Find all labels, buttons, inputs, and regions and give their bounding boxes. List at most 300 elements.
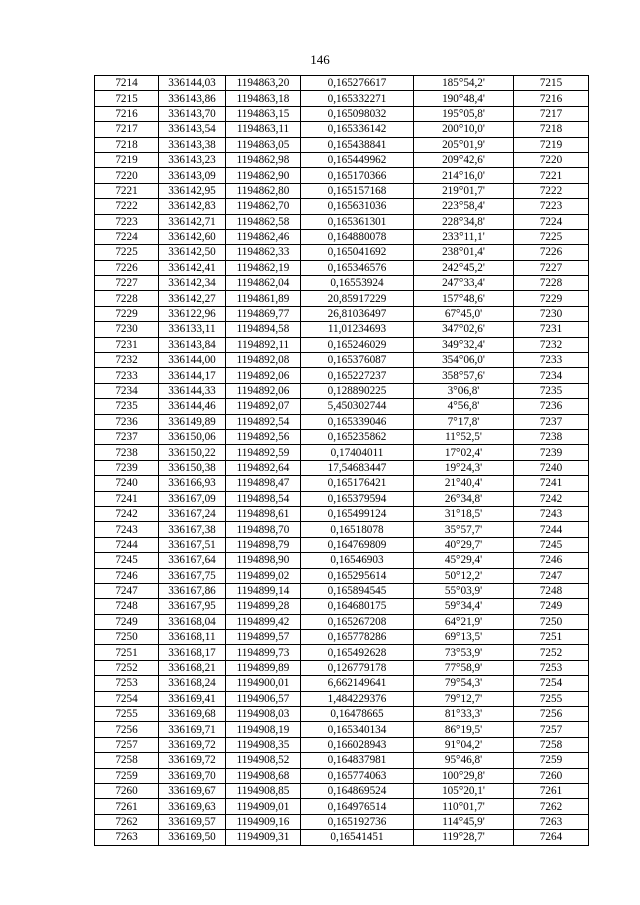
cell-point-number: 7214 [95,76,159,91]
cell-bearing: 354°06,0' [414,353,514,368]
table-row [95,414,589,429]
cell-bearing: 358°57,6' [414,368,514,383]
table-row [95,537,589,552]
cell-bearing: 200°10,0' [414,122,514,137]
cell-next-point-number: 7226 [514,245,589,260]
table-row [95,614,589,629]
cell-y-coordinate: 1194863,05 [226,137,301,152]
cell-bearing: 105°20,1' [414,783,514,798]
cell-next-point-number: 7255 [514,691,589,706]
cell-x-coordinate: 336143,70 [159,106,226,121]
cell-next-point-number: 7250 [514,614,589,629]
cell-y-coordinate: 1194862,33 [226,245,301,260]
cell-y-coordinate: 1194892,56 [226,429,301,444]
table-row [95,660,589,675]
cell-bearing: 17°02,4' [414,445,514,460]
table-row [95,353,589,368]
cell-y-coordinate: 1194862,58 [226,214,301,229]
cell-x-coordinate: 336142,27 [159,291,226,306]
cell-point-number: 7236 [95,414,159,429]
cell-distance: 0,164837981 [301,753,414,768]
cell-distance: 26,81036497 [301,306,414,321]
cell-bearing: 21°40,4' [414,476,514,491]
cell-y-coordinate: 1194862,98 [226,152,301,167]
cell-x-coordinate: 336143,84 [159,337,226,352]
cell-next-point-number: 7243 [514,506,589,521]
cell-x-coordinate: 336168,17 [159,645,226,660]
cell-bearing: 73°53,9' [414,645,514,660]
cell-y-coordinate: 1194862,46 [226,229,301,244]
table-row [95,476,589,491]
table-row [95,707,589,722]
cell-point-number: 7248 [95,599,159,614]
cell-point-number: 7257 [95,737,159,752]
cell-next-point-number: 7233 [514,353,589,368]
cell-x-coordinate: 336167,95 [159,599,226,614]
table-row [95,137,589,152]
cell-next-point-number: 7230 [514,306,589,321]
table-row [95,676,589,691]
cell-x-coordinate: 336143,38 [159,137,226,152]
cell-x-coordinate: 336169,72 [159,753,226,768]
cell-y-coordinate: 1194892,59 [226,445,301,460]
cell-next-point-number: 7262 [514,799,589,814]
cell-next-point-number: 7239 [514,445,589,460]
cell-y-coordinate: 1194862,04 [226,276,301,291]
cell-distance: 5,450302744 [301,399,414,414]
cell-point-number: 7243 [95,522,159,537]
cell-y-coordinate: 1194861,89 [226,291,301,306]
cell-distance: 0,165267208 [301,614,414,629]
cell-point-number: 7249 [95,614,159,629]
cell-y-coordinate: 1194908,19 [226,722,301,737]
cell-y-coordinate: 1194894,58 [226,322,301,337]
cell-x-coordinate: 336169,67 [159,783,226,798]
table-row [95,522,589,537]
cell-next-point-number: 7221 [514,168,589,183]
cell-point-number: 7238 [95,445,159,460]
cell-next-point-number: 7229 [514,291,589,306]
cell-x-coordinate: 336169,72 [159,737,226,752]
table-row [95,553,589,568]
cell-next-point-number: 7228 [514,276,589,291]
cell-bearing: 79°12,7' [414,691,514,706]
cell-next-point-number: 7234 [514,368,589,383]
cell-point-number: 7225 [95,245,159,260]
cell-y-coordinate: 1194908,52 [226,753,301,768]
cell-bearing: 119°28,7' [414,830,514,845]
cell-x-coordinate: 336167,75 [159,568,226,583]
cell-distance: 0,165098032 [301,106,414,121]
cell-x-coordinate: 336122,96 [159,306,226,321]
table-row [95,429,589,444]
table-row [95,276,589,291]
cell-x-coordinate: 336169,50 [159,830,226,845]
cell-x-coordinate: 336143,54 [159,122,226,137]
cell-x-coordinate: 336150,22 [159,445,226,460]
cell-distance: 0,165336142 [301,122,414,137]
cell-distance: 0,165340134 [301,722,414,737]
cell-next-point-number: 7223 [514,199,589,214]
cell-x-coordinate: 336169,71 [159,722,226,737]
cell-y-coordinate: 1194898,61 [226,506,301,521]
cell-distance: 11,01234693 [301,322,414,337]
cell-y-coordinate: 1194869,77 [226,306,301,321]
cell-next-point-number: 7227 [514,260,589,275]
cell-y-coordinate: 1194862,19 [226,260,301,275]
cell-x-coordinate: 336169,70 [159,768,226,783]
cell-y-coordinate: 1194892,08 [226,353,301,368]
table-row [95,722,589,737]
cell-distance: 0,165499124 [301,506,414,521]
cell-y-coordinate: 1194862,70 [226,199,301,214]
table-row [95,245,589,260]
table-row [95,737,589,752]
cell-distance: 0,165246029 [301,337,414,352]
cell-y-coordinate: 1194909,31 [226,830,301,845]
cell-x-coordinate: 336144,17 [159,368,226,383]
cell-next-point-number: 7217 [514,106,589,121]
table-row [95,214,589,229]
cell-point-number: 7256 [95,722,159,737]
cell-x-coordinate: 336150,06 [159,429,226,444]
cell-bearing: 69°13,5' [414,630,514,645]
table-row [95,106,589,121]
cell-distance: 1,484229376 [301,691,414,706]
cell-y-coordinate: 1194899,02 [226,568,301,583]
cell-point-number: 7244 [95,537,159,552]
cell-y-coordinate: 1194863,15 [226,106,301,121]
cell-next-point-number: 7254 [514,676,589,691]
cell-bearing: 45°29,4' [414,553,514,568]
cell-next-point-number: 7249 [514,599,589,614]
cell-y-coordinate: 1194892,06 [226,383,301,398]
cell-x-coordinate: 336167,64 [159,553,226,568]
cell-x-coordinate: 336149,89 [159,414,226,429]
cell-point-number: 7255 [95,707,159,722]
cell-x-coordinate: 336168,04 [159,614,226,629]
cell-next-point-number: 7245 [514,537,589,552]
cell-next-point-number: 7231 [514,322,589,337]
cell-y-coordinate: 1194899,14 [226,583,301,598]
cell-next-point-number: 7240 [514,460,589,475]
cell-next-point-number: 7238 [514,429,589,444]
cell-next-point-number: 7253 [514,660,589,675]
cell-bearing: 190°48,4' [414,91,514,106]
cell-point-number: 7232 [95,353,159,368]
cell-x-coordinate: 336133,11 [159,322,226,337]
table-row [95,630,589,645]
cell-x-coordinate: 336150,38 [159,460,226,475]
table-row [95,753,589,768]
cell-bearing: 247°33,4' [414,276,514,291]
cell-point-number: 7237 [95,429,159,444]
cell-distance: 0,164680175 [301,599,414,614]
table-row [95,168,589,183]
cell-bearing: 185°54,2' [414,76,514,91]
cell-point-number: 7215 [95,91,159,106]
cell-distance: 0,165438841 [301,137,414,152]
table-row [95,491,589,506]
cell-distance: 0,164976514 [301,799,414,814]
table-row [95,76,589,91]
table-row [95,814,589,829]
cell-point-number: 7246 [95,568,159,583]
cell-next-point-number: 7237 [514,414,589,429]
cell-bearing: 26°34,8' [414,491,514,506]
cell-next-point-number: 7251 [514,630,589,645]
cell-x-coordinate: 336143,09 [159,168,226,183]
cell-bearing: 114°45,9' [414,814,514,829]
cell-distance: 0,165276617 [301,76,414,91]
cell-point-number: 7219 [95,152,159,167]
cell-bearing: 3°06,8' [414,383,514,398]
cell-y-coordinate: 1194863,18 [226,91,301,106]
cell-distance: 0,16541451 [301,830,414,845]
cell-y-coordinate: 1194892,54 [226,414,301,429]
cell-y-coordinate: 1194892,64 [226,460,301,475]
cell-point-number: 7242 [95,506,159,521]
cell-distance: 0,166028943 [301,737,414,752]
table-row [95,322,589,337]
cell-next-point-number: 7257 [514,722,589,737]
cell-x-coordinate: 336169,63 [159,799,226,814]
table-row [95,568,589,583]
cell-distance: 0,164869524 [301,783,414,798]
cell-x-coordinate: 336142,95 [159,183,226,198]
cell-next-point-number: 7218 [514,122,589,137]
cell-next-point-number: 7263 [514,814,589,829]
cell-point-number: 7216 [95,106,159,121]
cell-y-coordinate: 1194900,01 [226,676,301,691]
cell-y-coordinate: 1194899,28 [226,599,301,614]
cell-point-number: 7221 [95,183,159,198]
cell-bearing: 228°34,8' [414,214,514,229]
cell-distance: 0,165170366 [301,168,414,183]
cell-point-number: 7222 [95,199,159,214]
cell-next-point-number: 7247 [514,568,589,583]
cell-distance: 0,165332271 [301,91,414,106]
cell-bearing: 35°57,7' [414,522,514,537]
cell-point-number: 7224 [95,229,159,244]
cell-x-coordinate: 336167,09 [159,491,226,506]
cell-x-coordinate: 336142,60 [159,229,226,244]
cell-y-coordinate: 1194909,01 [226,799,301,814]
cell-next-point-number: 7258 [514,737,589,752]
cell-point-number: 7253 [95,676,159,691]
cell-point-number: 7241 [95,491,159,506]
cell-distance: 0,165346576 [301,260,414,275]
cell-bearing: 195°05,8' [414,106,514,121]
cell-y-coordinate: 1194899,57 [226,630,301,645]
cell-y-coordinate: 1194862,80 [226,183,301,198]
cell-distance: 0,17404011 [301,445,414,460]
cell-x-coordinate: 336168,11 [159,630,226,645]
cell-distance: 0,165492628 [301,645,414,660]
cell-bearing: 55°03,9' [414,583,514,598]
cell-next-point-number: 7252 [514,645,589,660]
cell-point-number: 7239 [95,460,159,475]
cell-y-coordinate: 1194908,03 [226,707,301,722]
table-row [95,768,589,783]
cell-point-number: 7230 [95,322,159,337]
cell-bearing: 79°54,3' [414,676,514,691]
cell-distance: 20,85917229 [301,291,414,306]
cell-next-point-number: 7259 [514,753,589,768]
cell-x-coordinate: 336142,34 [159,276,226,291]
cell-next-point-number: 7232 [514,337,589,352]
cell-y-coordinate: 1194898,54 [226,491,301,506]
cell-point-number: 7260 [95,783,159,798]
cell-point-number: 7259 [95,768,159,783]
cell-distance: 0,16546903 [301,553,414,568]
cell-point-number: 7220 [95,168,159,183]
cell-x-coordinate: 336143,86 [159,91,226,106]
cell-distance: 0,165379594 [301,491,414,506]
cell-x-coordinate: 336142,83 [159,199,226,214]
cell-next-point-number: 7264 [514,830,589,845]
cell-x-coordinate: 336144,46 [159,399,226,414]
cell-point-number: 7245 [95,553,159,568]
cell-y-coordinate: 1194863,20 [226,76,301,91]
cell-next-point-number: 7220 [514,152,589,167]
cell-bearing: 100°29,8' [414,768,514,783]
cell-y-coordinate: 1194909,16 [226,814,301,829]
table-row [95,830,589,845]
cell-next-point-number: 7256 [514,707,589,722]
cell-distance: 0,165157168 [301,183,414,198]
cell-x-coordinate: 336168,24 [159,676,226,691]
cell-bearing: 214°16,0' [414,168,514,183]
cell-distance: 6,662149641 [301,676,414,691]
cell-point-number: 7226 [95,260,159,275]
table-row [95,368,589,383]
page-number: 146 [310,52,330,67]
cell-y-coordinate: 1194898,47 [226,476,301,491]
cell-next-point-number: 7261 [514,783,589,798]
table-row [95,460,589,475]
cell-next-point-number: 7242 [514,491,589,506]
cell-x-coordinate: 336144,00 [159,353,226,368]
table-row [95,691,589,706]
cell-point-number: 7258 [95,753,159,768]
cell-x-coordinate: 336167,38 [159,522,226,537]
cell-distance: 0,165376087 [301,353,414,368]
cell-x-coordinate: 336169,57 [159,814,226,829]
cell-y-coordinate: 1194899,73 [226,645,301,660]
cell-distance: 0,164880078 [301,229,414,244]
cell-bearing: 64°21,9' [414,614,514,629]
cell-bearing: 110°01,7' [414,799,514,814]
cell-next-point-number: 7215 [514,76,589,91]
cell-y-coordinate: 1194899,89 [226,660,301,675]
cell-y-coordinate: 1194892,11 [226,337,301,352]
cell-point-number: 7231 [95,337,159,352]
cell-point-number: 7254 [95,691,159,706]
cell-distance: 0,165778286 [301,630,414,645]
cell-x-coordinate: 336142,41 [159,260,226,275]
table-row [95,260,589,275]
cell-point-number: 7251 [95,645,159,660]
cell-distance: 0,165041692 [301,245,414,260]
coordinates-table [94,75,589,846]
cell-distance: 0,16478665 [301,707,414,722]
cell-point-number: 7247 [95,583,159,598]
cell-y-coordinate: 1194892,06 [226,368,301,383]
cell-y-coordinate: 1194908,68 [226,768,301,783]
cell-point-number: 7240 [95,476,159,491]
cell-point-number: 7234 [95,383,159,398]
cell-bearing: 347°02,6' [414,322,514,337]
table-row [95,799,589,814]
cell-point-number: 7263 [95,830,159,845]
table-row [95,383,589,398]
cell-bearing: 67°45,0' [414,306,514,321]
cell-bearing: 349°32,4' [414,337,514,352]
cell-x-coordinate: 336166,93 [159,476,226,491]
cell-bearing: 77°58,9' [414,660,514,675]
cell-bearing: 81°33,3' [414,707,514,722]
cell-x-coordinate: 336169,68 [159,707,226,722]
cell-bearing: 219°01,7' [414,183,514,198]
cell-y-coordinate: 1194898,90 [226,553,301,568]
cell-y-coordinate: 1194899,42 [226,614,301,629]
cell-distance: 0,164769809 [301,537,414,552]
cell-next-point-number: 7222 [514,183,589,198]
cell-y-coordinate: 1194898,70 [226,522,301,537]
table-row [95,783,589,798]
cell-y-coordinate: 1194906,57 [226,691,301,706]
table-row [95,583,589,598]
cell-y-coordinate: 1194898,79 [226,537,301,552]
cell-y-coordinate: 1194863,11 [226,122,301,137]
cell-bearing: 50°12,2' [414,568,514,583]
cell-y-coordinate: 1194908,35 [226,737,301,752]
cell-x-coordinate: 336144,03 [159,76,226,91]
cell-point-number: 7233 [95,368,159,383]
cell-x-coordinate: 336144,33 [159,383,226,398]
cell-distance: 0,165361301 [301,214,414,229]
cell-point-number: 7217 [95,122,159,137]
table-row [95,506,589,521]
cell-distance: 0,165774063 [301,768,414,783]
cell-next-point-number: 7248 [514,583,589,598]
table-row [95,445,589,460]
cell-distance: 0,165192736 [301,814,414,829]
cell-distance: 0,165339046 [301,414,414,429]
cell-x-coordinate: 336142,71 [159,214,226,229]
cell-bearing: 86°19,5' [414,722,514,737]
cell-distance: 0,165235862 [301,429,414,444]
cell-next-point-number: 7216 [514,91,589,106]
cell-next-point-number: 7241 [514,476,589,491]
cell-point-number: 7218 [95,137,159,152]
cell-y-coordinate: 1194892,07 [226,399,301,414]
cell-distance: 0,165227237 [301,368,414,383]
table-row [95,645,589,660]
cell-x-coordinate: 336142,50 [159,245,226,260]
cell-point-number: 7250 [95,630,159,645]
cell-distance: 0,126779178 [301,660,414,675]
cell-y-coordinate: 1194862,90 [226,168,301,183]
cell-next-point-number: 7219 [514,137,589,152]
cell-bearing: 7°17,8' [414,414,514,429]
cell-bearing: 4°56,8' [414,399,514,414]
cell-point-number: 7262 [95,814,159,829]
table-row [95,122,589,137]
cell-bearing: 223°58,4' [414,199,514,214]
table-row [95,152,589,167]
